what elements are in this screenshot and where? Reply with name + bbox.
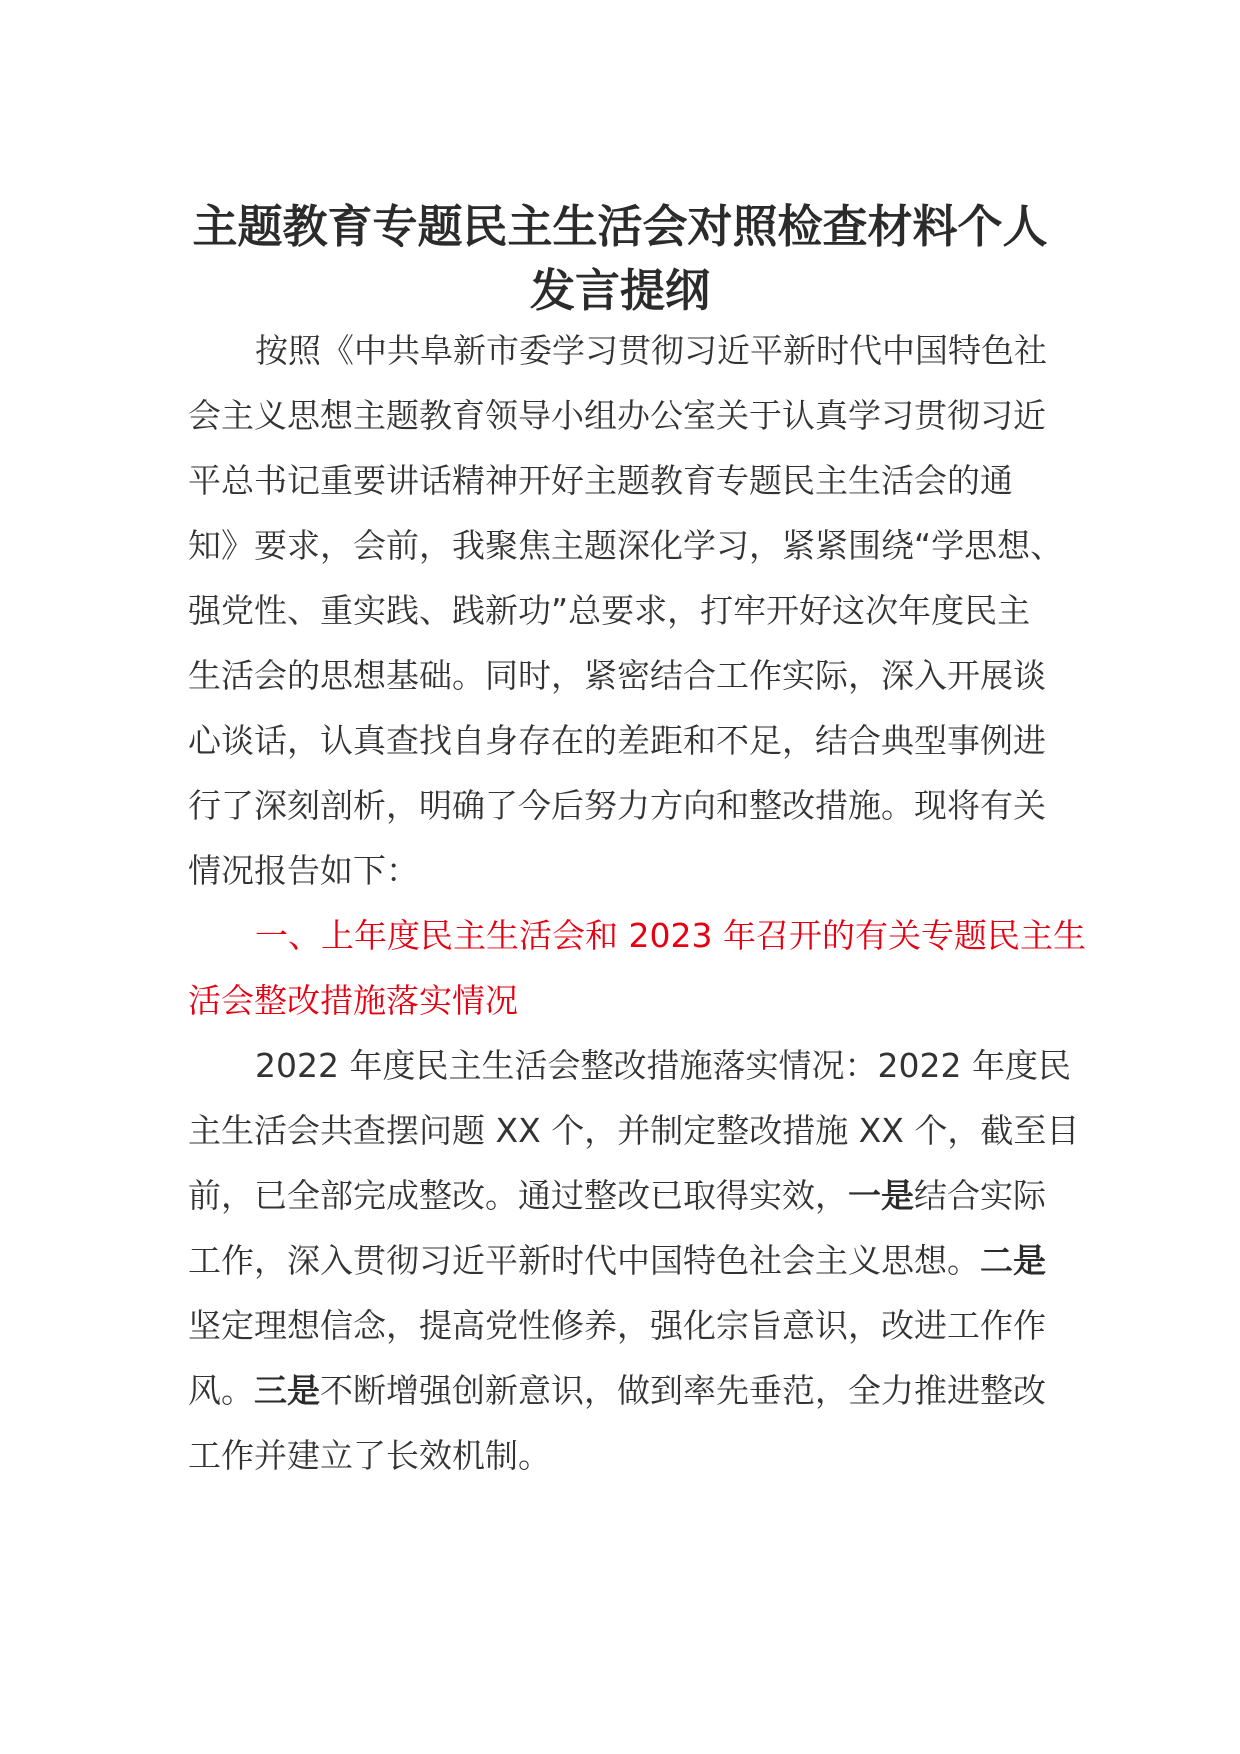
intro-line: 行了深刻剖析，明确了今后努力方向和整改措施。现将有关 [188, 786, 1046, 825]
body-line: 坚定理想信念，提高党性修养，强化宗旨意识，改进工作作 [188, 1306, 1046, 1345]
intro-paragraph [188, 318, 1064, 903]
body-line [188, 1228, 1058, 1293]
body-line: 主生活会共查摆问题 XX 个，并制定整改措施 XX 个，截至目 [188, 1111, 1080, 1150]
section-1-body [188, 1033, 1080, 1488]
intro-line: 平总书记重要讲话精神开好主题教育专题民主生活会的通 [188, 461, 1013, 500]
intro-line: 情况报告如下： [188, 851, 419, 890]
body-line: 工作并建立了长效机制。 [188, 1436, 551, 1475]
body-text: 工作，深入贯彻习近平新时代中国特色社会主义思想。 [188, 1241, 980, 1280]
section-heading-line: 一、上年度民主生活会和 2023 年召开的有关专题民主生 [255, 916, 1086, 955]
intro-line: 会主义思想主题教育领导小组办公室关于认真学习贯彻习近 [188, 396, 1046, 435]
body-text: 不断增强创新意识，做到率先垂范，全力推进整改 [320, 1371, 1046, 1410]
title-line-2: 发言提纲 [529, 264, 710, 317]
point-one-label: 一是 [848, 1176, 914, 1215]
body-text: 风。 [188, 1371, 254, 1410]
intro-line: 强党性、重实践、践新功”总要求，打牢开好这次年度民主 [188, 591, 1031, 630]
body-line [188, 1358, 1058, 1423]
body-line [188, 1163, 1058, 1228]
title-line-1: 主题教育专题民主生活会对照检查材料个人 [192, 200, 1048, 253]
document-title [180, 195, 1060, 323]
body-line: 2022 年度民主生活会整改措施落实情况：2022 年度民 [255, 1046, 1071, 1085]
intro-line: 知》要求，会前，我聚焦主题深化学习，紧紧围绕“学思想、 [188, 526, 1064, 565]
point-two-label: 二是 [980, 1241, 1046, 1280]
intro-line: 心谈话，认真查找自身存在的差距和不足，结合典型事例进 [188, 721, 1046, 760]
intro-line: 按照《中共阜新市委学习贯彻习近平新时代中国特色社 [255, 331, 1047, 370]
body-text: 前，已全部完成整改。通过整改已取得实效， [188, 1176, 848, 1215]
point-three-label: 三是 [254, 1371, 320, 1410]
section-1-heading [188, 903, 1086, 1033]
body-text: 结合实际 [914, 1176, 1046, 1215]
intro-line: 生活会的思想基础。同时，紧密结合工作实际，深入开展谈 [188, 656, 1046, 695]
section-heading-line: 活会整改措施落实情况 [188, 981, 518, 1020]
